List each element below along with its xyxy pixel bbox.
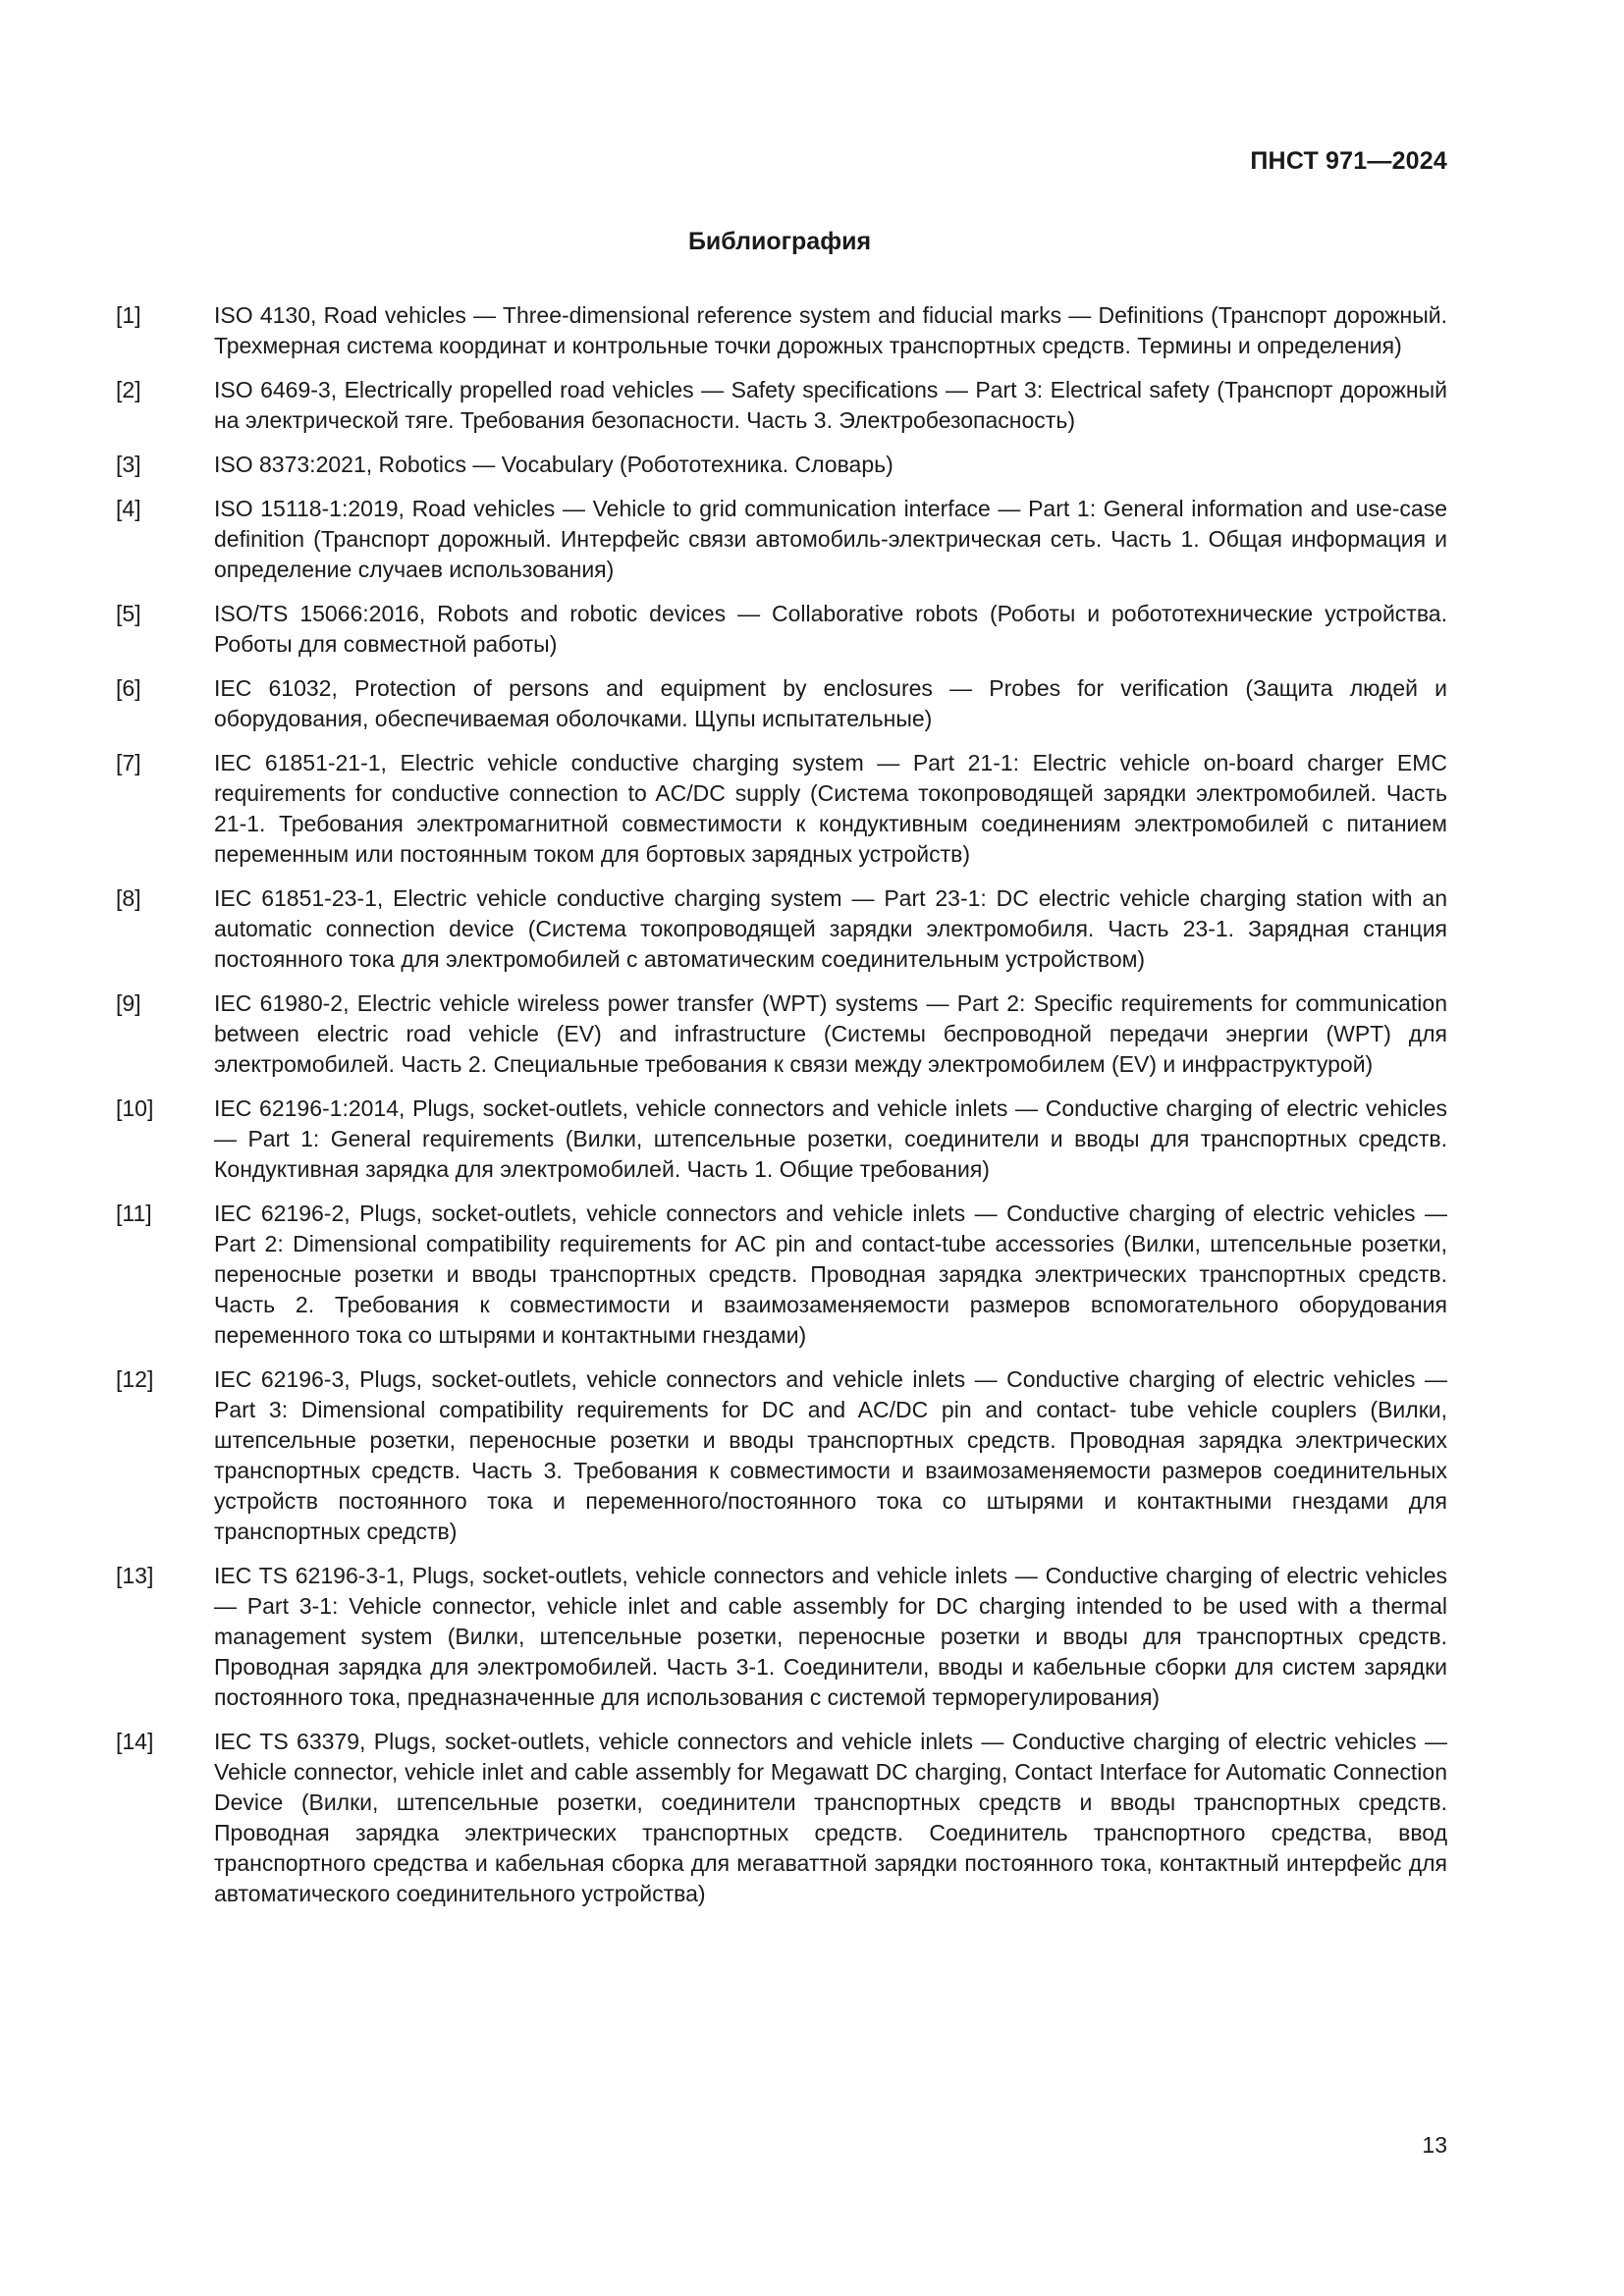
reference-item [116,1727,1447,1909]
reference-number: [8] [116,885,141,911]
reference-number: [14] [116,1729,154,1754]
reference-item [116,988,1447,1080]
reference-text: ISO/TS 15066:2016, Robots and robotic devices — Collaborative robots (Роботы и робототехнические устройства. Роботы для совместной работы) [214,601,1447,657]
reference-number: [2] [116,377,141,402]
reference-number: [10] [116,1095,154,1121]
reference-text: IEC 61851-23-1, Electric vehicle conductive charging system — Part 23-1: DC electric vehicle charging station with an automatic connection device (Система токопроводящей зарядки электромобиля. Часть 23-1. Зарядная станция постоянного тока для электромобилей с автоматическим соединительным устройством) [214,885,1447,972]
reference-item [116,673,1447,734]
reference-item [116,1199,1447,1351]
reference-number: [4] [116,496,141,521]
reference-number: [9] [116,990,141,1016]
reference-item [116,300,1447,361]
reference-item [116,883,1447,975]
reference-number: [3] [116,452,141,477]
reference-item [116,1561,1447,1713]
reference-text: IEC TS 62196-3-1, Plugs, socket-outlets, vehicle connectors and vehicle inlets — Conductive charging of electric vehicles — Part 3-1: Vehicle connector, vehicle inlet and cable assembly for DC charging intended to be used with a thermal management system (Вилки, штепсельные розетки, переносные розетки и вводы для транспортных средств. Проводная зарядка для электромобилей. Часть 3-1. Соединители, вводы и кабельные сборки для систем зарядки постоянного тока, предназначенные для использования с системой терморегулирования) [214,1563,1447,1710]
reference-text: IEC 61032, Protection of persons and equipment by enclosures — Probes for verification (Защита людей и оборудования, обеспечиваемая оболочками. Щупы испытательные) [214,675,1447,731]
reference-text: ISO 4130, Road vehicles — Three-dimensional reference system and fiducial marks — Definitions (Транспорт дорожный. Трехмерная система координат и контрольные точки дорожных транспортных средств. Термины и определения) [214,302,1447,358]
reference-number: [12] [116,1366,154,1392]
reference-text: IEC TS 63379, Plugs, socket-outlets, vehicle connectors and vehicle inlets — Conductive charging of electric vehicles — Vehicle connector, vehicle inlet and cable assembly for Megawatt DC charging, Contact Interface for Automatic Connection Device (Вилки, штепсельные розетки, соединители транспортных средств и вводы транспортных средств. Проводная зарядка электрических транспортных средств. Соединитель транспортного средства, ввод транспортного средства и кабельная сборка для мегаваттной зарядки постоянного тока, контактный интерфейс для автоматического соединительного устройства) [214,1729,1447,1906]
reference-text: ISO 6469-3, Electrically propelled road vehicles — Safety specifications — Part 3: Electrical safety (Транспорт дорожный на электрической тяге. Требования безопасности. Часть 3. Электробезопасность) [214,377,1447,433]
bibliography-list [116,300,1447,1923]
reference-text: IEC 62196-1:2014, Plugs, socket-outlets, vehicle connectors and vehicle inlets — Conductive charging of electric vehicles — Part 1: General requirements (Вилки, штепсельные розетки, соединители и вводы для транспортных средств. Кондуктивная зарядка для электромобилей. Часть 1. Общие требования) [214,1095,1447,1182]
reference-item [116,450,1447,480]
reference-item [116,599,1447,660]
reference-item [116,375,1447,436]
document-code: ПНСТ 971—2024 [1250,147,1447,175]
reference-text: ISO 15118-1:2019, Road vehicles — Vehicle to grid communication interface — Part 1: General information and use-case definition (Транспорт дорожный. Интерфейс связи автомобиль-электрическая сеть. Часть 1. Общая информация и определение случаев использования) [214,496,1447,582]
reference-text: IEC 62196-2, Plugs, socket-outlets, vehicle connectors and vehicle inlets — Conductive charging of electric vehicles — Part 2: Dimensional compatibility requirements for AC pin and contact-tube accessories (Вилки, штепсельные розетки, переносные розетки и вводы транспортных средств. Проводная зарядка электрических транспортных средств. Часть 2. Требования к совместимости и взаимозаменяемости размеров вспомогательного оборудования переменного тока со штырями и контактными гнездами) [214,1201,1447,1348]
reference-text: IEC 61980-2, Electric vehicle wireless power transfer (WPT) systems — Part 2: Specific requirements for communication between electric road vehicle (EV) and infrastructure (Системы беспроводной передачи энергии (WPT) для электромобилей. Часть 2. Специальные требования к связи между электромобилем (EV) и инфраструктурой) [214,990,1447,1077]
reference-number: [7] [116,750,141,775]
page-number: 13 [1422,2132,1447,2158]
reference-number: [6] [116,675,141,701]
reference-text: ISO 8373:2021, Robotics — Vocabulary (Робототехника. Словарь) [214,452,893,477]
reference-text: IEC 62196-3, Plugs, socket-outlets, vehicle connectors and vehicle inlets — Conductive charging of electric vehicles — Part 3: Dimensional compatibility requirements for DC and AC/DC pin and contact- tube vehicle couplers (Вилки, штепсельные розетки, переносные розетки и вводы транспортных средств. Проводная зарядка электрических транспортных средств. Часть 3. Требования к совместимости и взаимозаменяемости размеров соединительных устройств постоянного тока и переменного/постоянного тока со штырями и контактными гнездами для транспортных средств) [214,1366,1447,1544]
reference-text: IEC 61851-21-1, Electric vehicle conductive charging system — Part 21-1: Electric vehicle on-board charger EMC requirements for conductive connection to AC/DC supply (Система токопроводящей зарядки электромобилей. Часть 21-1. Требования электромагнитной совместимости к кондуктивным соединениям электромобилей с питанием переменным или постоянным током для бортовых зарядных устройств) [214,750,1447,867]
reference-number: [13] [116,1563,154,1588]
reference-number: [11] [116,1201,152,1226]
reference-item [116,1094,1447,1185]
reference-item [116,748,1447,870]
reference-number: [5] [116,601,141,626]
reference-item [116,494,1447,585]
reference-item [116,1364,1447,1547]
reference-number: [1] [116,302,141,328]
page-title: Библиография [687,228,872,255]
